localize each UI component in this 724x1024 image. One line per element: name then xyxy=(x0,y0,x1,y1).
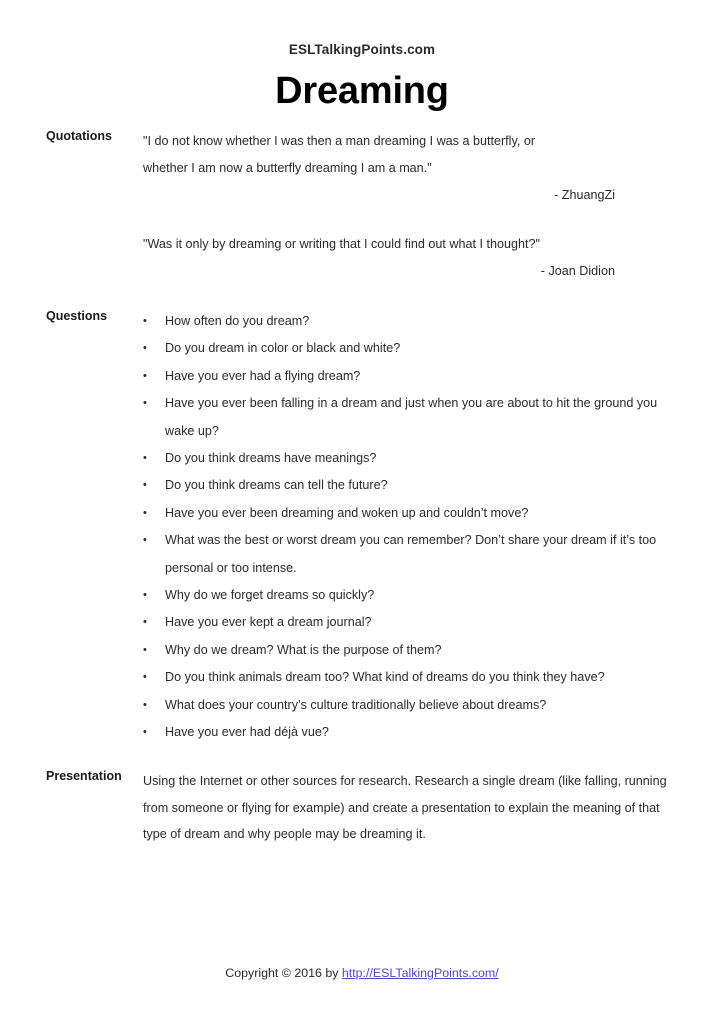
question-text: How often do you dream? xyxy=(165,314,310,328)
presentation-body xyxy=(143,768,686,848)
list-item xyxy=(143,719,686,746)
question-text: Why do we dream? What is the purpose of them? xyxy=(165,642,442,657)
spacer xyxy=(143,209,686,231)
quotation-item xyxy=(143,128,686,209)
list-item xyxy=(143,335,686,362)
questions-label: Questions xyxy=(46,309,108,323)
bullet-icon: • xyxy=(143,452,147,465)
list-item xyxy=(143,637,686,664)
list-item xyxy=(143,527,686,582)
presentation-label: Presentation xyxy=(46,769,122,783)
quotation-line: "I do not know whether I was then a man dreaming I was a butterfly, or xyxy=(143,134,536,148)
question-text: What does your country’s culture traditionally believe about dreams? xyxy=(165,697,547,712)
question-text: Do you think dreams have meanings? xyxy=(165,451,377,466)
quotation-line: "Was it only by dreaming or writing that I could find out what I thought?" xyxy=(143,237,540,251)
question-text: Have you ever been dreaming and woken up and couldn’t move? xyxy=(165,505,529,520)
list-item xyxy=(143,390,686,445)
question-text: Have you ever had a flying dream? xyxy=(165,368,361,383)
bullet-icon: • xyxy=(143,397,147,410)
footer xyxy=(0,966,724,980)
quotations-body xyxy=(143,128,686,285)
quotation-line: whether I am now a butterfly dreaming I am a man." xyxy=(143,161,432,175)
bullet-icon: • xyxy=(143,369,147,382)
bullet-icon: • xyxy=(143,479,147,492)
question-text: Do you think dreams can tell the future? xyxy=(165,478,388,493)
site-name: ESLTalkingPoints.com xyxy=(288,42,436,57)
questions-section xyxy=(46,308,686,747)
list-item xyxy=(143,472,686,499)
questions-body xyxy=(143,308,686,747)
quotation-item xyxy=(143,231,686,285)
bullet-icon: • xyxy=(143,342,147,355)
presentation-text: Using the Internet or other sources for research. Research a single dream (like falling, running from someone or flying for example) and create a presentation to explain the meaning of that type of dream and why people may be dreaming it. xyxy=(143,774,667,841)
list-item xyxy=(143,445,686,472)
question-text: Why do we forget dreams so quickly? xyxy=(165,588,375,603)
quotation-attribution: - ZhuangZi xyxy=(554,188,615,202)
question-text: Have you ever had déjà vue? xyxy=(165,725,329,740)
bullet-icon: • xyxy=(143,534,147,547)
list-item xyxy=(143,500,686,527)
question-text: What was the best or worst dream you can remember? Don’t share your dream if it’s too personal or too intense. xyxy=(165,533,657,575)
list-item xyxy=(143,609,686,636)
list-item xyxy=(143,692,686,719)
list-item xyxy=(143,363,686,390)
bullet-icon: • xyxy=(143,643,147,656)
question-text: Have you ever kept a dream journal? xyxy=(165,615,372,630)
question-text: Have you ever been falling in a dream and just when you are about to hit the ground you wake up? xyxy=(165,396,658,438)
question-text: Do you think animals dream too? What kind of dreams do you think they have? xyxy=(165,670,605,685)
bullet-icon: • xyxy=(143,671,147,684)
list-item xyxy=(143,582,686,609)
bullet-icon: • xyxy=(143,726,147,739)
list-item xyxy=(143,664,686,691)
page-title: Dreaming xyxy=(275,70,449,112)
bullet-icon: • xyxy=(143,698,147,711)
quotation-attribution: - Joan Didion xyxy=(540,264,615,278)
bullet-icon: • xyxy=(143,589,147,602)
bullet-icon: • xyxy=(143,616,147,629)
questions-list xyxy=(143,308,686,747)
presentation-section xyxy=(46,768,686,848)
bullet-icon: • xyxy=(143,315,147,327)
copyright-text: Copyright © 2016 by xyxy=(225,966,342,980)
list-item xyxy=(143,308,686,335)
quotations-section xyxy=(46,128,686,285)
bullet-icon: • xyxy=(143,506,147,519)
quotations-label: Quotations xyxy=(46,129,112,143)
site-link[interactable]: http://ESLTalkingPoints.com/ xyxy=(341,966,499,980)
question-text: Do you dream in color or black and white? xyxy=(165,341,401,356)
